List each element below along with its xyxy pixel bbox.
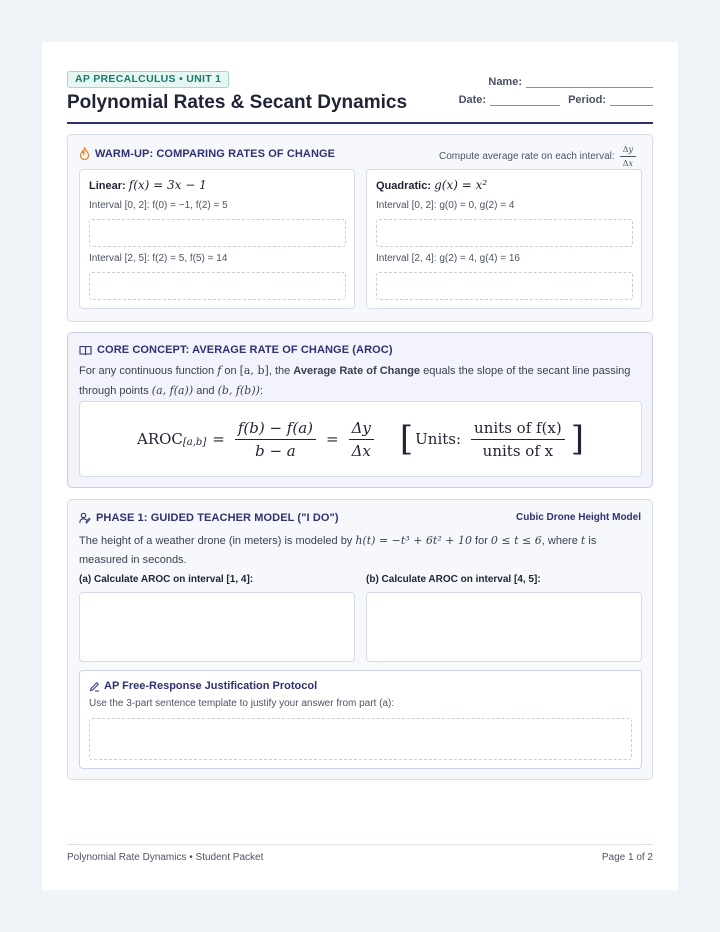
quadratic-title: Quadratic: g(x) = x²	[376, 178, 488, 192]
protocol-text: Use the 3-part sentence template to justify your answer from part (a):	[89, 698, 395, 709]
justification-card	[79, 670, 642, 769]
difference-quotient: $\frac{f(b) - f(a)}{b - a}$	[235, 419, 316, 460]
quadratic-interval-2: Interval [2, 4]: g(2) = 4, g(4) = 16	[376, 253, 520, 264]
page-number: Page 1 of 2	[601, 852, 653, 863]
date-label: Date:	[458, 94, 487, 106]
linear-interval-1: Interval [0, 2]: f(0) = −1, f(2) = 5	[89, 200, 228, 211]
teacher-icon	[79, 512, 91, 524]
quadratic-interval-1: Interval [0, 2]: g(0) = 0, g(2) = 4	[376, 200, 515, 211]
date-period-row	[459, 94, 653, 106]
part-b-answer[interactable]	[366, 592, 642, 662]
delta-ratio: $\frac{\Delta y}{\Delta x}$	[349, 419, 374, 460]
protocol-heading: AP Free-Response Justification Protocol	[89, 680, 317, 692]
quadratic-answer-1[interactable]	[376, 219, 633, 247]
linear-card	[79, 169, 355, 309]
footer-divider	[67, 844, 653, 845]
linear-answer-1[interactable]	[89, 219, 346, 247]
warmup-section	[67, 134, 653, 322]
warmup-heading: WARM-UP: COMPARING RATES OF CHANGE	[79, 147, 335, 160]
date-blank[interactable]	[490, 94, 560, 106]
aroc-formula-box	[79, 401, 642, 477]
linear-interval-2: Interval [2, 5]: f(2) = 5, f(5) = 14	[89, 253, 228, 264]
flame-icon	[79, 147, 90, 160]
linear-answer-2[interactable]	[89, 272, 346, 300]
warmup-instruction: Compute average rate on each interval: $\frac{\Delta y}{\Delta x}$	[439, 145, 640, 168]
name-label: Name:	[488, 76, 522, 88]
aroc-formula: AROC $_{[a,b]}$ = $\frac{f(b) - f(a)}{b - a}$ = $\frac{\Delta y}{\Delta x}$ [ Units: $\frac{\text{units of f(x)}}{\text{units of x}}$ ]	[136, 418, 584, 460]
course-badge: AP PRECALCULUS • UNIT 1	[67, 71, 229, 88]
pencil-icon	[89, 681, 100, 692]
quadratic-card	[366, 169, 642, 309]
name-field[interactable]	[488, 76, 653, 88]
part-b-label: (b) Calculate AROC on interval [4, 5]:	[366, 574, 541, 585]
linear-title: Linear: f(x) = 3x − 1	[89, 178, 207, 192]
period-label: Period:	[568, 94, 606, 106]
phase1-section	[67, 499, 653, 780]
worksheet-page	[42, 42, 678, 890]
footer-title: Polynomial Rate Dynamics • Student Packet	[67, 852, 264, 863]
units-fraction: $\frac{\text{units of f(x)}}{\text{units of x}}$	[471, 419, 565, 460]
book-icon	[79, 345, 92, 356]
model-label: Cubic Drone Height Model	[516, 512, 641, 523]
phase1-heading: PHASE 1: GUIDED TEACHER MODEL ("I DO")	[79, 512, 339, 524]
concept-description: For any continuous function f on [a, b], the Average Rate of Change equals the slope of the secant line passing through points (a, f(a)) and (b, f(b)):	[79, 364, 631, 397]
delta-fraction: $\frac{\Delta y}{\Delta x}$	[620, 145, 636, 168]
name-blank[interactable]	[526, 76, 653, 88]
drone-description: The height of a weather drone (in meters) is modeled by h(t) = −t³ + 6t² + 10 for 0 ≤ t ≤ 6, where t is measured in seconds.	[79, 534, 597, 566]
part-a-label: (a) Calculate AROC on interval [1, 4]:	[79, 574, 254, 585]
quadratic-answer-2[interactable]	[376, 272, 633, 300]
concept-heading: CORE CONCEPT: AVERAGE RATE OF CHANGE (AROC)	[79, 344, 393, 356]
header-divider	[67, 122, 653, 124]
justification-answer[interactable]	[89, 718, 632, 760]
page-title: Polynomial Rates & Secant Dynamics	[67, 92, 408, 113]
concept-section	[67, 332, 653, 488]
part-a-answer[interactable]	[79, 592, 355, 662]
period-blank[interactable]	[610, 94, 653, 106]
